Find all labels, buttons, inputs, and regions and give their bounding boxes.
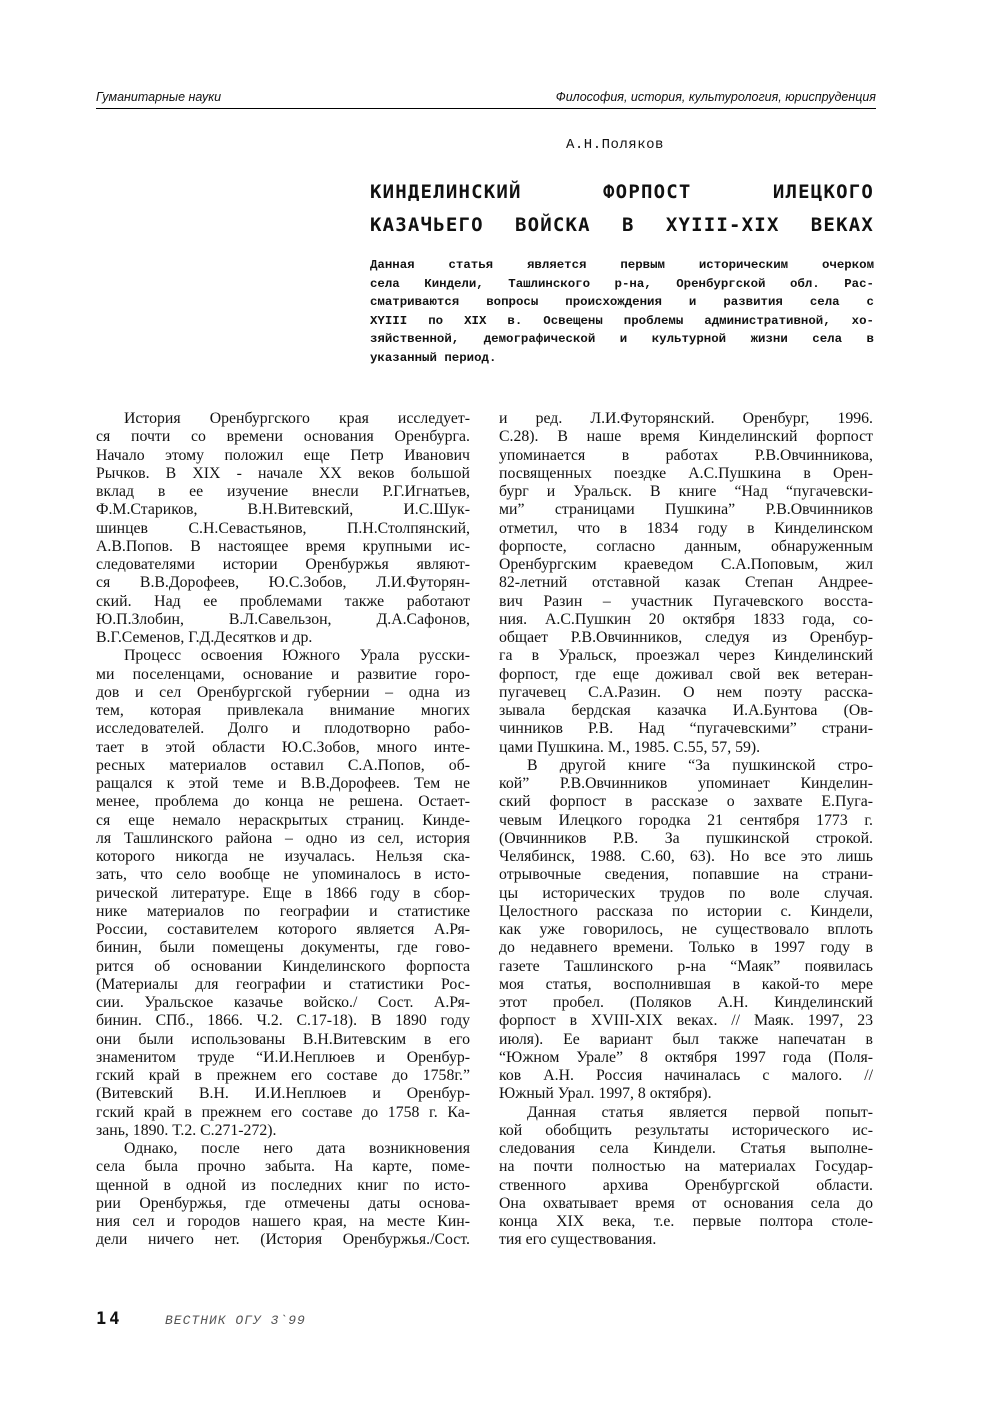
text-line: ся почти со времени основания Оренбурга. <box>96 428 470 446</box>
text-line: форпосте, согласно данным, обнаруженным <box>499 537 873 555</box>
text-line: как уже говорилось, не существовало вплоть <box>499 921 873 938</box>
text-line: ми” страницами Пушкина” Р.В.Овчинников <box>499 501 873 519</box>
text-line: менее, проблема до конца не решена. Остает- <box>96 793 470 811</box>
text-line: вклад в ее изучение внесли Р.Г.Игнатьев, <box>96 483 470 500</box>
text-line: Она охватывает время от основания села до <box>499 1194 873 1212</box>
text-line: ся В.В.Дорофеев, Ю.С.Зобов, Л.И.Футорян- <box>96 574 470 592</box>
text-line: (Овчинников Р.В. За пушкинской строкой. <box>499 829 873 847</box>
text-line: до недавнего времени. Только в 1997 году в <box>499 939 873 957</box>
text-line: пугачевец С.А.Разин. О нем поэту расска- <box>499 683 873 701</box>
text-line: рится об основании Кинделинского форпоста <box>96 957 470 975</box>
body-column-left <box>96 410 470 1250</box>
text-line: моя статья, восполнившая в какой-то мере <box>499 975 873 993</box>
article-author: А.Н.Поляков <box>566 137 664 153</box>
text-line: села была прочно забыта. На карте, поме- <box>96 1158 470 1176</box>
text-line: нике материалов по географии и статистике <box>96 902 470 920</box>
text-line: сии. Уральское казачье войско./ Сост. А.Ря- <box>96 994 470 1011</box>
text-line: ков А.Н. Россия начиналась с малого. // <box>499 1067 873 1084</box>
text-line: и ред. Л.И.Футорянский. Оренбург, 1996. <box>499 410 873 427</box>
text-line: гский край в прежнем его составе до 1758 г. Ка- <box>96 1103 470 1121</box>
text-line: Ю.П.Злобин, В.Л.Савельзон, Д.А.Сафонов, <box>96 610 470 628</box>
text-line: ся еще немало нераскрытых страниц. Кинде- <box>96 811 470 829</box>
text-line: цами Пушкина. М., 1985. С.55, 57, 59). <box>499 738 761 756</box>
text-line: отрывочные сведения, попавшие на страни- <box>499 866 873 884</box>
text-line: (Витевский В.Н. И.И.Неплюев и Оренбур- <box>96 1085 470 1103</box>
text-line: тает в этой области Ю.С.Зобов, много инте- <box>96 738 470 756</box>
text-line: В другой книге “За пушкинской стро- <box>527 756 873 774</box>
text-line: форпост в XVIII-XIX веках. // Маяк. 1997, 23 <box>499 1012 873 1030</box>
text-line: Челябинск, 1988. С.60, 63). Но все это лишь <box>499 848 873 865</box>
text-line: А.В.Попов. В настоящее время крупными ис- <box>96 537 470 555</box>
journal-issue: ВЕСТНИК ОГУ 3`99 <box>165 1313 306 1328</box>
text-line: ля Ташлинского района – одно из сел, история <box>96 829 470 847</box>
text-line: бург и Уральск. В книге “Над “пугачевски- <box>499 483 873 500</box>
text-line: ский форпост в рассказе о захвате Е.Пуга- <box>499 793 873 811</box>
subject-area: Философия, история, культурология, юриспруденция <box>555 90 876 104</box>
text-line: отметил, что в 1834 году в Кинделинском <box>499 519 873 537</box>
text-line: России, составителем которого является А.Ря- <box>96 921 470 938</box>
text-line: га в Уральск, проезжал через Кинделинский <box>499 647 873 665</box>
text-line: ращался к этой теме и В.В.Дорофеев. Тем не <box>96 775 470 792</box>
text-line: ский. Над ее проблемами также работают <box>96 592 470 610</box>
text-line: Ф.М.Стариков, В.Н.Витевский, И.С.Шук- <box>96 501 470 519</box>
header-rule <box>96 108 876 109</box>
text-line: упоминается в работах Р.В.Овчинникова, <box>499 446 873 464</box>
title-line: КАЗАЧЬЕГО ВОЙСКА В XYIII-XIX ВЕКАХ <box>370 214 874 236</box>
text-line: исследователей. Долго и плодотворно рабо- <box>96 720 470 738</box>
article-abstract <box>370 256 874 367</box>
text-line: В.Г.Семенов, Г.Д.Десятков и др. <box>96 629 313 646</box>
text-line: следователями истории Оренбуржья являют- <box>96 556 470 573</box>
abstract-line: XYIII по XIX в. Освещены проблемы административной, хо- <box>370 313 874 328</box>
text-line: ния сел и городов нашего края, на месте Кин- <box>96 1213 470 1230</box>
text-line: на почти полностью на материалах Государ- <box>499 1158 873 1176</box>
text-line: которого никогда не изучалась. Нельзя ска- <box>96 848 470 865</box>
text-line: Данная статья является первой попыт- <box>527 1103 873 1121</box>
abstract-line: Данная статья является первым историческим очерком <box>370 258 874 272</box>
text-line: дели ничего нет. (История Оренбуржья./Сост. <box>96 1231 470 1249</box>
text-line: они были использованы В.Н.Витевским в его <box>96 1030 470 1048</box>
text-line: июля). Ее вариант был также напечатан в <box>499 1030 873 1048</box>
page-number: 14 <box>96 1309 123 1329</box>
text-line: ственного архива Оренбургской области. <box>499 1176 873 1194</box>
text-line: знаменитом труде “И.И.Неплюев и Оренбур- <box>96 1048 470 1066</box>
text-line: газете Ташлинского р-на “Маяк” появилась <box>499 957 873 975</box>
text-line: (Материалы для географии и статистики Рос- <box>96 975 470 993</box>
text-line: чинников Р.В. Над “пугачевскими” страни- <box>499 720 873 738</box>
text-line: этот пробел. (Поляков А.Н. Кинделинский <box>499 994 873 1011</box>
text-line: Рычков. В XIX - начале XX веков большой <box>96 464 470 482</box>
text-line: зать, что село вообще не упоминалось в исто- <box>96 866 470 884</box>
text-line: зань, 1890. Т.2. С.271-272). <box>96 1121 277 1139</box>
text-line: “Южном Урале” 8 октября 1997 года (Поля- <box>499 1048 873 1066</box>
text-line: 82-летний отставной казак Степан Андрее- <box>499 574 873 592</box>
text-line: Оренбургским краеведом С.А.Поповым, жил <box>499 556 873 573</box>
text-line: дов и сел Оренбургской губернии – одна из <box>96 683 470 701</box>
text-line: История Оренбургского края исследует- <box>124 410 470 427</box>
title-line: КИНДЕЛИНСКИЙ ФОРПОСТ ИЛЕЦКОГО <box>370 181 874 203</box>
text-line: гский край в прежнем его составе до 1758г.” <box>96 1067 470 1084</box>
text-line: щенной в одной из последних книг по исто- <box>96 1176 470 1194</box>
text-line: конца XIX века, т.е. первые полтора столе- <box>499 1213 873 1230</box>
abstract-line: зяйственной, демографической и культурной жизни села в <box>370 332 874 346</box>
text-line: тем, которая привлекала внимание многих <box>96 702 470 719</box>
text-line: кой обобщить результаты исторического ис- <box>499 1121 873 1139</box>
text-line: общает Р.В.Овчинников, следуя из Оренбур- <box>499 629 873 646</box>
text-line: форпост, где еще доживал свой век ветеран- <box>499 665 873 683</box>
text-line: Однако, после него дата возникновения <box>124 1140 470 1157</box>
text-line: кой” Р.В.Овчинников упоминает Кинделин- <box>499 775 873 792</box>
text-line: посвященных поездке А.С.Пушкина в Орен- <box>499 464 873 482</box>
abstract-line: сматриваются вопросы происхождения и развития села с <box>370 295 874 309</box>
text-line: Начало этому положил еще Петр Иванович <box>96 446 470 464</box>
text-line: Южный Урал. 1997, 8 октября). <box>499 1085 712 1103</box>
section-name: Гуманитарные науки <box>96 90 222 104</box>
running-header <box>96 90 876 108</box>
text-line: бинин, были помещены документы, где гово- <box>96 939 470 957</box>
text-line: следования села Киндели. Статья выполне- <box>499 1140 873 1157</box>
text-line: шинцев С.Н.Севастьянов, П.Н.Столпянский, <box>96 519 470 537</box>
text-line: рической литературе. Еще в 1866 году в сбор- <box>96 884 470 902</box>
text-line: чевым Илецкого городка 21 сентября 1773 г. <box>499 811 873 829</box>
text-line: ми поселенцами, основание и развитие горо- <box>96 665 470 683</box>
abstract-line: указанный период. <box>370 350 497 365</box>
text-line: тия его существования. <box>499 1231 657 1249</box>
text-line: ресных материалов оставил С.А.Попов, об- <box>96 756 470 774</box>
text-line: зывала бердская казачка И.А.Бунтова (Ов- <box>499 702 873 719</box>
text-line: Процесс освоения Южного Урала русски- <box>124 647 470 665</box>
article-title <box>370 176 874 242</box>
text-line: С.28). В наше время Кинделинский форпост <box>499 428 873 446</box>
text-line: Целостного рассказа по истории с. Киндели, <box>499 902 873 920</box>
text-line: ния. А.С.Пушкин 20 октября 1833 года, со- <box>499 610 873 628</box>
text-line: цы исторических трудов по воле случая. <box>499 884 873 902</box>
abstract-line: села Киндели, Ташлинского р-на, Оренбургской обл. Рас- <box>370 276 874 291</box>
text-line: вич Разин – участник Пугачевского восста- <box>499 592 873 610</box>
body-column-right <box>499 410 873 1250</box>
text-line: рии Оренбуржья, где отмечены даты основа- <box>96 1194 470 1212</box>
text-line: бинин. СПб., 1866. Ч.2. С.17-18). В 1890 году <box>96 1012 470 1030</box>
